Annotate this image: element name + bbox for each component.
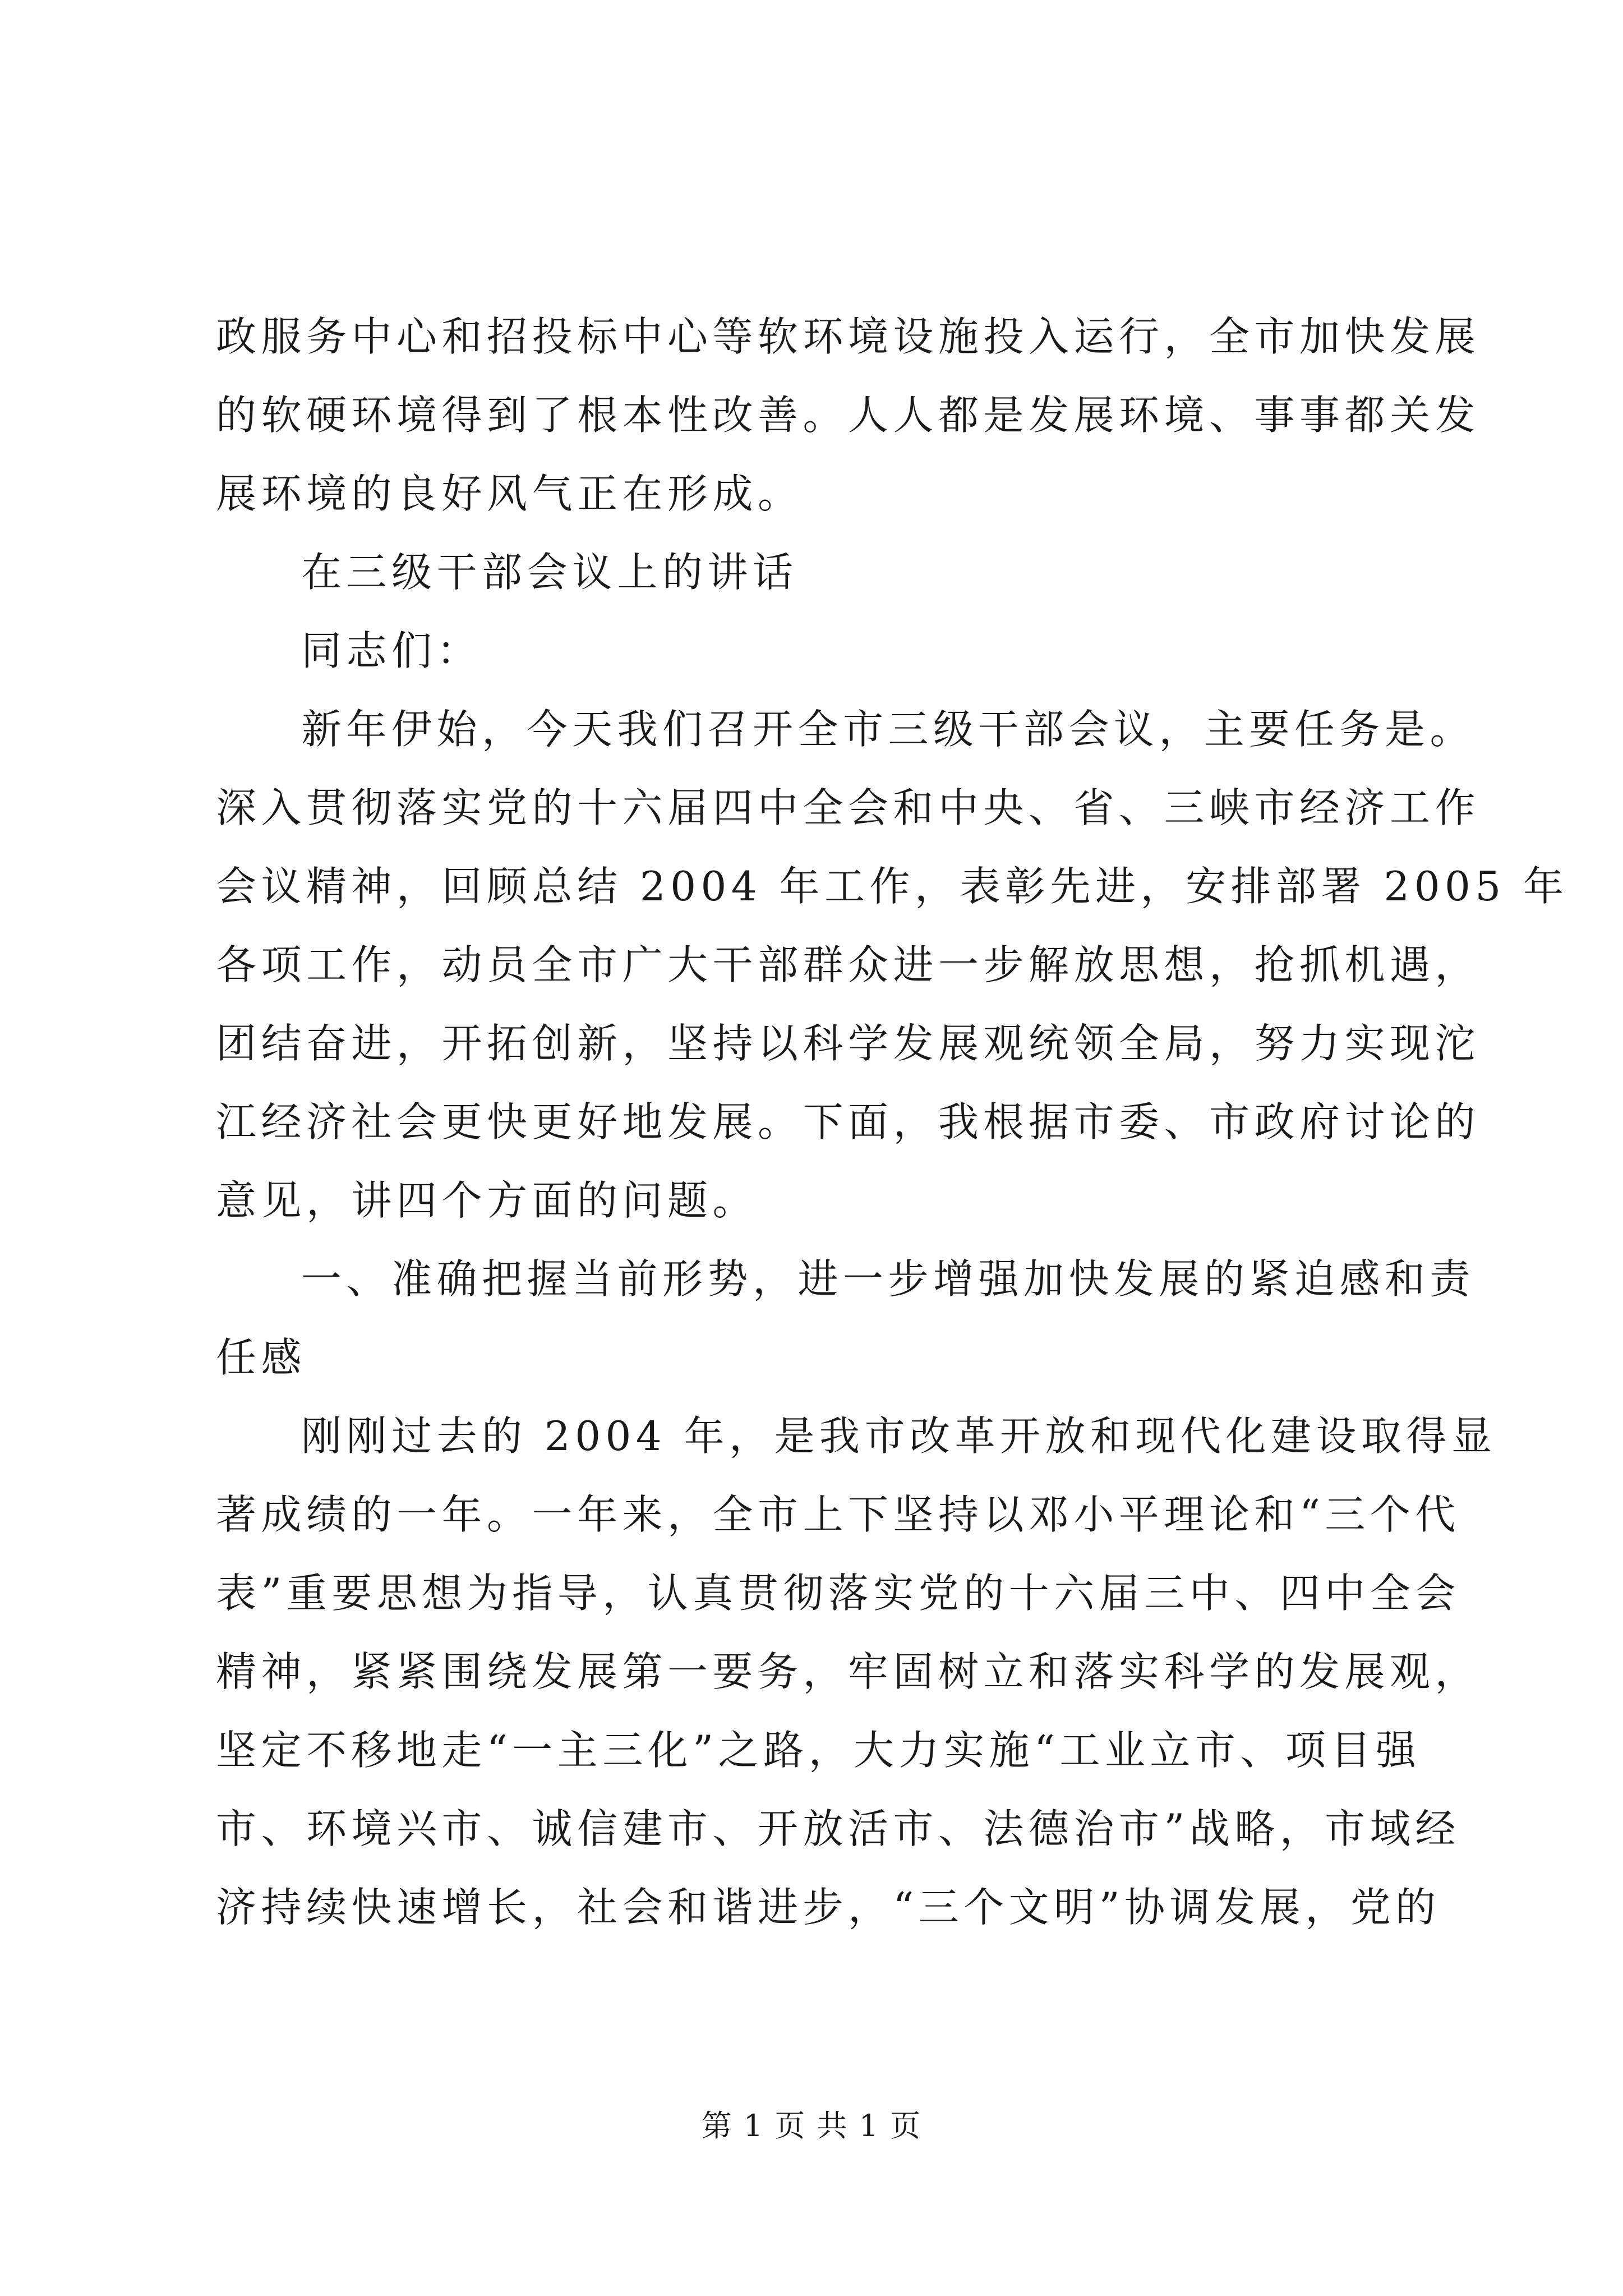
text-line: 会议精神，回顾总结 2004 年工作，表彰先进，安排部署 2005 年: [216, 863, 1569, 910]
text-line: 展环境的良好风气正在形成。: [216, 470, 803, 517]
page-number-footer: 第 1 页 共 1 页: [701, 2108, 922, 2143]
text-line: 新年伊始，今天我们召开全市三级干部会议，主要任务是。: [301, 706, 1476, 753]
text-line: 的软硬环境得到了根本性改善。人人都是发展环境、事事都关发: [216, 392, 1481, 439]
text-line: 深入贯彻落实党的十六届四中全会和中央、省、三峡市经济工作: [216, 784, 1481, 831]
text-line: 济持续快速增长，社会和谐进步，“三个文明”协调发展，党的: [216, 1884, 1441, 1931]
text-line: 刚刚过去的 2004 年，是我市改革开放和现代化建设取得显: [301, 1412, 1497, 1460]
text-line: 政服务中心和招投标中心等软环境设施投入运行，全市加快发展: [216, 313, 1481, 360]
text-line: 表”重要思想为指导，认真贯彻落实党的十六届三中、四中全会: [216, 1570, 1460, 1617]
text-line: 团结奋进，开拓创新，坚持以科学发展观统领全局，努力实现沱: [216, 1020, 1481, 1067]
salutation: 同志们：: [301, 627, 482, 674]
text-line: 精神，紧紧围绕发展第一要务，牢固树立和落实科学的发展观，: [216, 1648, 1481, 1695]
speech-title: 在三级干部会议上的讲话: [301, 549, 798, 596]
text-line: 意见，讲四个方面的问题。: [216, 1177, 758, 1224]
section-heading: 任感: [216, 1334, 307, 1381]
text-line: 著成绩的一年。一年来，全市上下坚持以邓小平理论和“三个代: [216, 1491, 1460, 1538]
document-body: [216, 297, 1569, 1947]
text-line: 各项工作，动员全市广大干部群众进一步解放思想，抢抓机遇，: [216, 941, 1481, 988]
text-line: 市、环境兴市、诚信建市、开放活市、法德治市”战略，市域经: [216, 1805, 1460, 1852]
text-line: 坚定不移地走“一主三化”之路，大力实施“工业立市、项目强: [216, 1727, 1421, 1774]
text-line: 江经济社会更快更好地发展。下面，我根据市委、市政府讨论的: [216, 1098, 1481, 1145]
section-heading: 一、准确把握当前形势，进一步增强加快发展的紧迫感和责: [301, 1255, 1476, 1303]
